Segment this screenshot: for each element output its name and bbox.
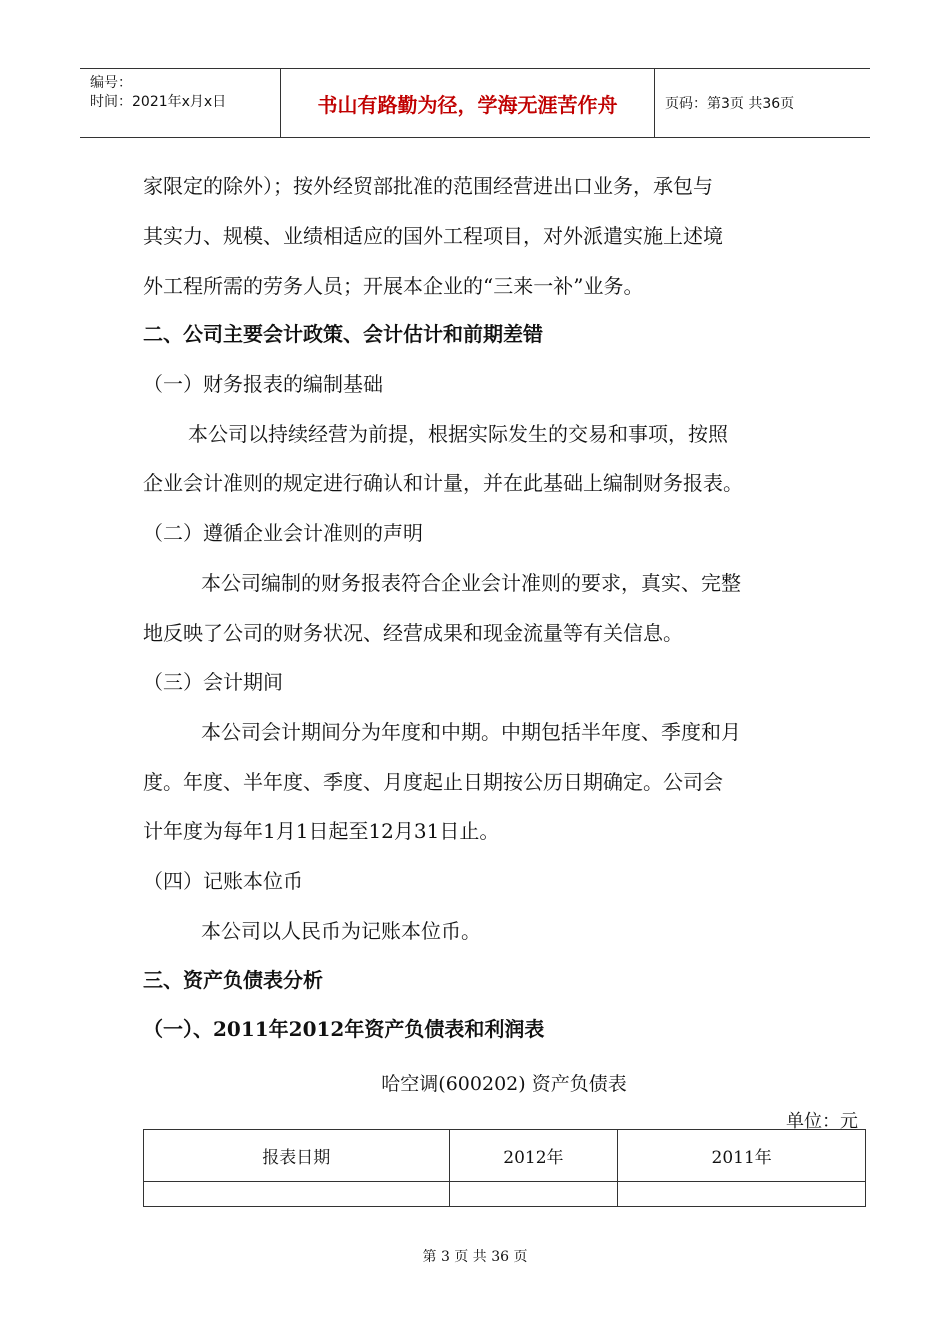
- header-page-number: 页码：第3页 共36页: [665, 96, 795, 112]
- body-paragraph: 本公司编制的财务报表符合企业会计准则的要求，真实、完整: [201, 571, 741, 595]
- body-paragraph: 计年度为每年1月1日起至12月31日止。: [143, 819, 500, 843]
- body-paragraph: 本公司以人民币为记账本位币。: [201, 919, 481, 943]
- table-header-row: [144, 1130, 866, 1182]
- body-paragraph: 企业会计准则的规定进行确认和计量，并在此基础上编制财务报表。: [143, 471, 743, 495]
- body-paragraph: 度。年度、半年度、季度、月度起止日期按公历日期确定。公司会: [143, 770, 723, 794]
- subsection-heading: （三）会计期间: [143, 670, 283, 694]
- body-paragraph: 本公司以持续经营为前提，根据实际发生的交易和事项，按照: [188, 422, 728, 446]
- table-header-cell: 2011年: [618, 1130, 866, 1182]
- code-label: 编号：: [90, 75, 132, 91]
- section-heading: 二、公司主要会计政策、会计估计和前期差错: [143, 322, 543, 346]
- table-header-cell: 2012年: [449, 1130, 618, 1182]
- page-footer: 第 3 页 共 36 页: [422, 1249, 528, 1265]
- date-label: 时间：2021年x月x日: [90, 94, 227, 110]
- table-header-cell: 报表日期: [144, 1130, 450, 1182]
- table-title: 哈空调(600202) 资产负债表: [381, 1073, 627, 1095]
- table-cell: [449, 1182, 618, 1207]
- table-cell: [618, 1182, 866, 1207]
- body-paragraph: 地反映了公司的财务状况、经营成果和现金流量等有关信息。: [143, 621, 683, 645]
- header-motto: 书山有路勤为径，学海无涯苦作舟: [317, 93, 618, 117]
- table-unit: 单位：元: [786, 1111, 858, 1132]
- subsection-heading: （四）记账本位币: [143, 869, 303, 893]
- body-paragraph: 本公司会计期间分为年度和中期。中期包括半年度、季度和月: [201, 720, 741, 744]
- page-header: [80, 68, 870, 138]
- subsection-heading: （一）、2011年2012年资产负债表和利润表: [143, 1017, 545, 1041]
- subsection-heading: （二）遵循企业会计准则的声明: [143, 521, 423, 545]
- section-heading: 三、资产负债表分析: [143, 968, 323, 992]
- body-paragraph: 家限定的除外）；按外经贸部批准的范围经营进出口业务，承包与: [143, 174, 713, 198]
- body-paragraph: 外工程所需的劳务人员；开展本企业的“三来一补”业务。: [143, 274, 644, 298]
- body-paragraph: 其实力、规模、业绩相适应的国外工程项目，对外派遣实施上述境: [143, 224, 723, 248]
- header-divider: [654, 69, 655, 137]
- balance-sheet-table: [143, 1129, 866, 1207]
- table-row: [144, 1182, 866, 1207]
- header-meta: [80, 69, 280, 137]
- subsection-heading: （一）财务报表的编制基础: [143, 372, 383, 396]
- table-cell: [144, 1182, 450, 1207]
